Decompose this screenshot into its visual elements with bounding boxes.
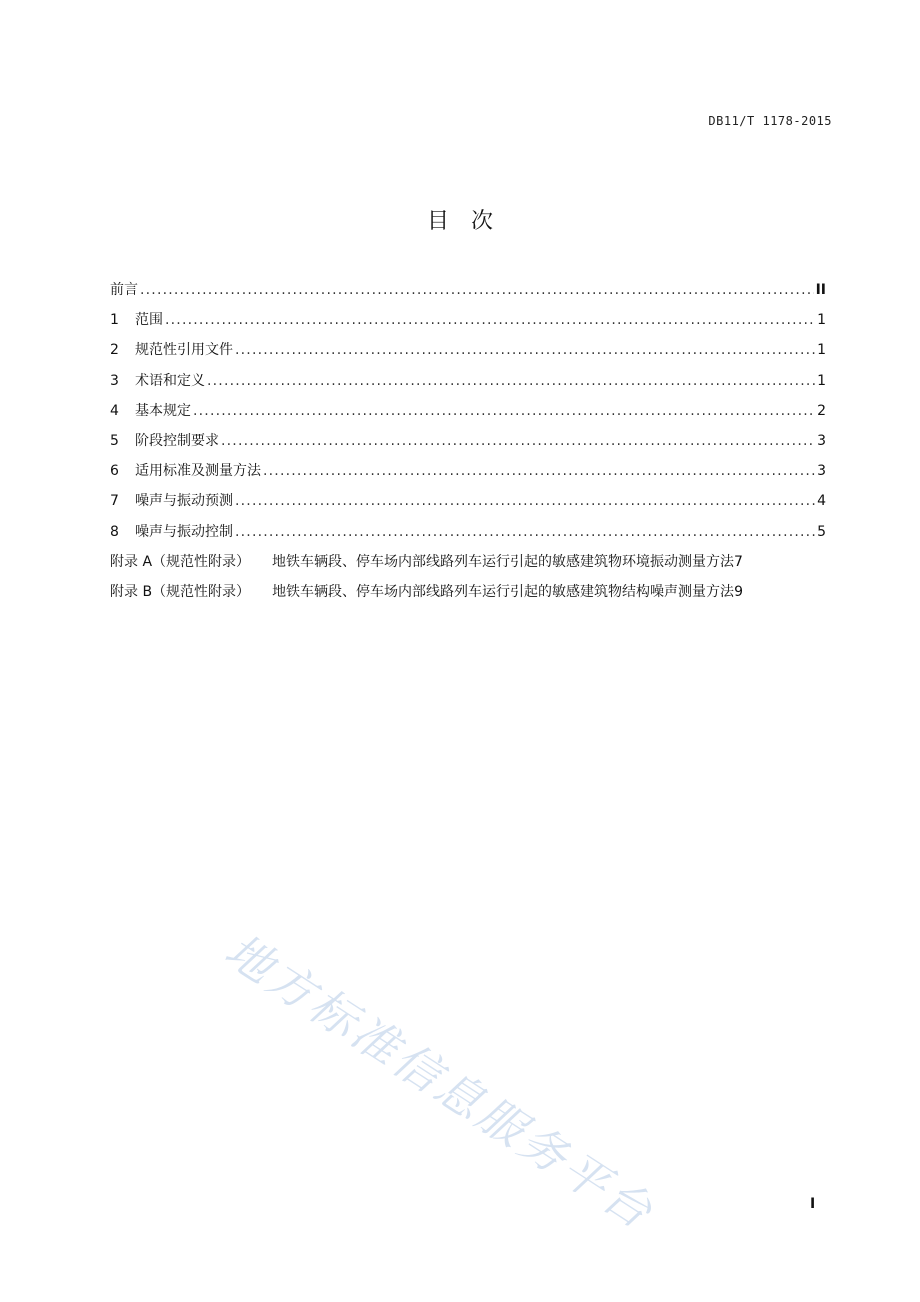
page-title: 目次: [426, 209, 515, 234]
dot-leader: [207, 370, 815, 392]
appendix-prefix: 附录 B（规范性附录）: [110, 583, 251, 600]
toc-entry-label: 范围: [135, 312, 163, 329]
toc-entry-foreword[interactable]: [110, 279, 826, 309]
toc-entry-normative-references[interactable]: [110, 339, 826, 369]
toc-entry-number: 5: [110, 432, 119, 449]
watermark: 地方标准信息服务平台: [215, 922, 665, 1241]
toc-entry-appendix-b[interactable]: [110, 581, 826, 611]
toc-entry-label: 噪声与振动预测: [135, 493, 233, 510]
dot-leader: [140, 279, 814, 301]
toc-entry-prediction[interactable]: [110, 490, 826, 520]
toc-entry-label: 术语和定义: [135, 372, 205, 389]
dot-leader: [221, 430, 815, 452]
table-of-contents: [110, 279, 826, 611]
toc-entry-number: 4: [110, 402, 119, 419]
standard-code: DB11/T 1178-2015: [708, 114, 832, 128]
toc-entry-page: 3: [817, 432, 826, 449]
toc-entry-label: 阶段控制要求: [135, 432, 219, 449]
toc-entry-number: 7: [110, 493, 119, 510]
dot-leader: [263, 460, 815, 482]
toc-entry-page: 9: [734, 583, 743, 600]
dot-leader: [165, 309, 815, 331]
toc-entry-stage-control[interactable]: [110, 430, 826, 460]
appendix-prefix: 附录 A（规范性附录）: [110, 553, 251, 570]
toc-entry-page: 1: [817, 312, 826, 329]
toc-entry-number: 6: [110, 463, 119, 480]
toc-entry-number: 2: [110, 342, 119, 359]
toc-entry-scope[interactable]: [110, 309, 826, 339]
toc-entry-label: 基本规定: [135, 402, 191, 419]
toc-entry-standards-methods[interactable]: [110, 460, 826, 490]
dot-leader: [235, 490, 815, 512]
toc-entry-terms-definitions[interactable]: [110, 370, 826, 400]
toc-entry-page: 1: [817, 342, 826, 359]
toc-entry-page: 1: [817, 372, 826, 389]
toc-entry-number: 1: [110, 312, 119, 329]
toc-entry-page: 7: [734, 553, 743, 570]
toc-entry-page: 5: [817, 523, 826, 540]
page-number: I: [810, 1196, 816, 1212]
toc-entry-control[interactable]: [110, 521, 826, 551]
toc-entry-label: 地铁车辆段、停车场内部线路列车运行引起的敏感建筑物结构噪声测量方法: [272, 583, 735, 600]
toc-entry-page: 2: [817, 402, 826, 419]
toc-entry-label: 前言: [110, 282, 138, 298]
dot-leader: [193, 400, 815, 422]
toc-entry-label: 规范性引用文件: [135, 342, 233, 359]
dot-leader: [235, 339, 815, 361]
toc-entry-number: 8: [110, 523, 119, 540]
toc-entry-label: 噪声与振动控制: [135, 523, 233, 540]
toc-entry-basic-provisions[interactable]: [110, 400, 826, 430]
toc-entry-page: 4: [817, 493, 826, 510]
toc-entry-number: 3: [110, 372, 119, 389]
toc-entry-label: 适用标准及测量方法: [135, 463, 261, 480]
toc-entry-label: 地铁车辆段、停车场内部线路列车运行引起的敏感建筑物环境振动测量方法: [272, 553, 735, 570]
toc-entry-page: II: [815, 282, 826, 298]
toc-entry-page: 3: [817, 463, 826, 480]
toc-entry-appendix-a[interactable]: [110, 551, 826, 581]
dot-leader: [235, 521, 815, 543]
